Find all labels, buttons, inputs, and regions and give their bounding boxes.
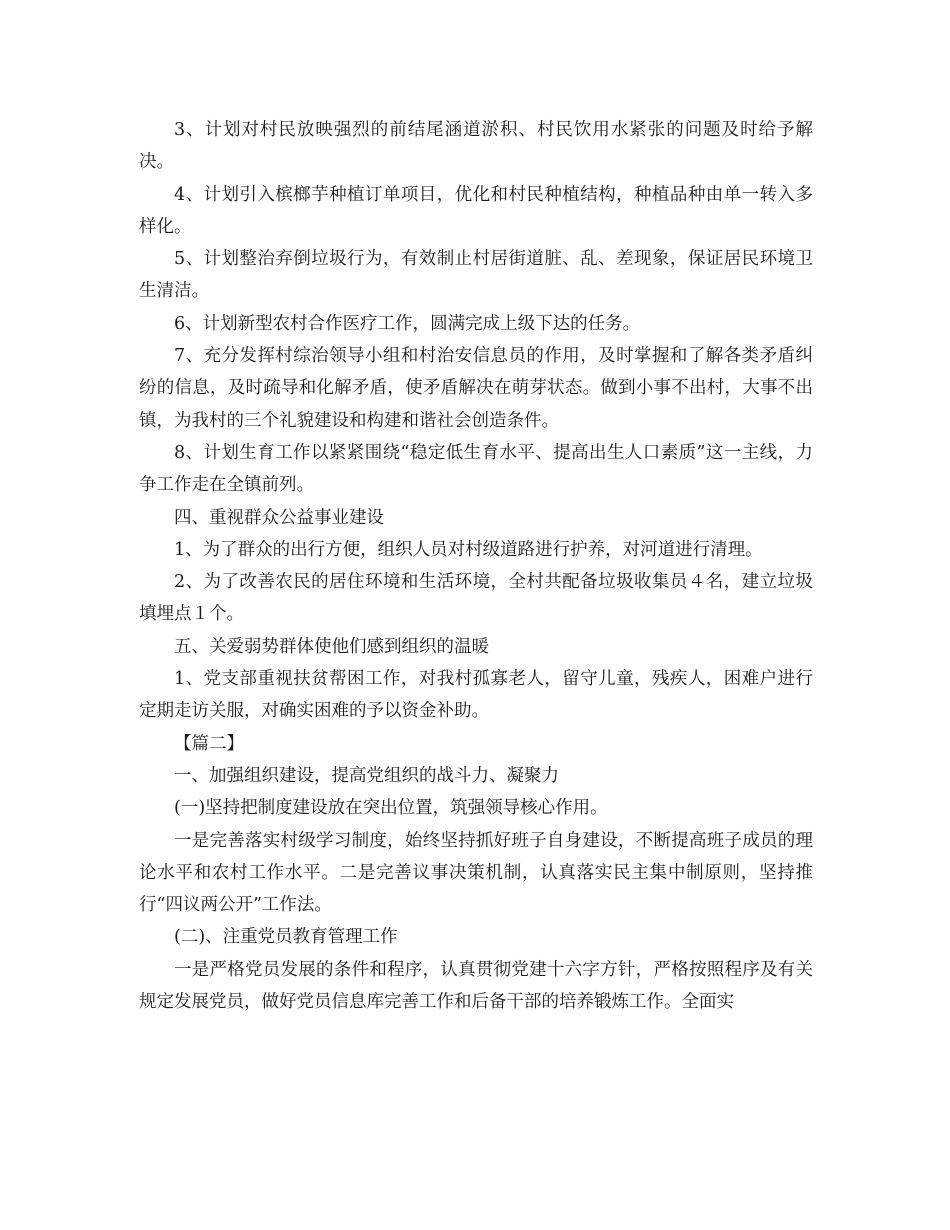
paragraph-item-4-1: 1、为了群众的出行方便，组织人员对村级道路进行护养，对河道进行清理。 [174,539,763,560]
paragraph-item-6: 6、计划新型农村合作医疗工作，圆满完成上级下达的任务。 [174,313,641,334]
paragraph-item-7: 7、充分发挥村综治领导小组和村治安信息员的作用，及时掌握和了解各类矛盾纠纷的信息，及时疏导和化解矛盾，使矛盾解决在萌芽状态。做到小事不出村，大事不出镇，为我村的三个礼貌建设和构建和谐社会创造条件。 [139,346,813,431]
paragraph-item-4-2: 2、为了改善农民的居住环境和生活环境，全村共配备垃圾收集员４名，建立垃圾填埋点１个。 [139,572,813,625]
document-body [139,114,813,1018]
paragraph-body-2: 一是严格党员发展的条件和程序，认真贯彻党建十六字方针，严格按照程序及有关规定发展党员，做好党员信息库完善工作和后备干部的培养锻炼工作。全面实 [139,959,813,1013]
paragraph-body-1: 一是完善落实村级学习制度，始终坚持抓好班子自身建设，不断提高班子成员的理论水平和农村工作水平。二是完善议事决策机制，认真落实民主集中制原则，坚持推行“四议两公开”工作法。 [139,830,813,916]
subsection-heading-1: (一)坚持把制度建设放在突出位置，筑强领导核心作用。 [174,798,608,819]
section-heading-5: 五、关爱弱势群体使他们感到组织的温暖 [174,636,489,657]
paragraph-item-5: 5、计划整治弃倒垃圾行为，有效制止村居街道脏、乱、差现象，保证居民环境卫生清洁。 [139,249,813,302]
section-heading-4: 四、重视群众公益事业建设 [174,507,384,528]
section-heading-1: 一、加强组织建设，提高党组织的战斗力、凝聚力 [174,765,559,786]
paragraph-item-5-1: 1、党支部重视扶贫帮困工作，对我村孤寡老人，留守儿童，残疾人，困难户进行定期走访关服，对确实困难的予以资金补助。 [139,669,813,722]
paragraph-item-8: 8、计划生育工作以紧紧围绕“稳定低生育水平、提高出生人口素质”这一主线，力争工作走在全镇前列。 [139,442,813,496]
subsection-heading-2: (二)、注重党员教育管理工作 [174,927,398,948]
paragraph-item-3: 3、计划对村民放映强烈的前结尾涵道淤积、村民饮用水紧张的问题及时给予解决。 [139,120,813,173]
part-heading: 【篇二】 [174,733,244,754]
paragraph-item-4: 4、计划引入槟榔芋种植订单项目，优化和村民种植结构，种植品种由单一转入多样化。 [139,184,813,237]
